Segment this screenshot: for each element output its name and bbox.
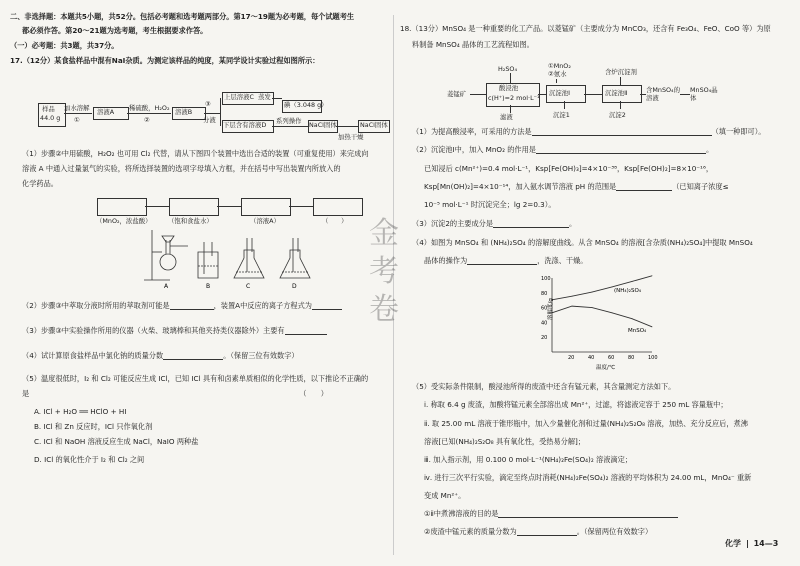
flow-arrow [620, 77, 621, 85]
q18-2-text: （2）沉淀池Ⅰ中，加入 MnO₂ 的作用是 [412, 145, 536, 154]
y-tick-label: 40 [541, 320, 548, 327]
section-heading: 二、非选择题：本题共5小题，共52分。包括必考题和选考题两部分。第17～19题为必考题，每个试题考生 [10, 12, 355, 21]
q17-5-answer-paren[interactable]: （ ） [299, 389, 328, 398]
flow-arrow [564, 101, 565, 109]
flow-waste: 滤液 [500, 113, 513, 121]
flow-arrow [510, 105, 511, 113]
flow-agent: 含炉沉淀剂 [605, 68, 637, 76]
flow-op1: 加水溶解 [64, 104, 90, 112]
page-footer [725, 538, 778, 549]
q18-3-text-b: 。 [569, 219, 577, 228]
q18-step-4: ⅳ. 进行三次平行实验，滴定至终点时消耗(NH₄)₂Fe(SO₄)₂ 溶液的平均体积为 24.00 mL，MnO₄⁻ 重新 [424, 473, 752, 482]
series-mnso4-line [552, 306, 652, 327]
flow-dry: 加热干燥 [338, 133, 364, 141]
flow-raw: 菱锰矿 [447, 90, 467, 98]
flow-precip1: 沉淀1 [553, 111, 570, 119]
apparatus-letter-b: B [206, 283, 211, 290]
watermark-stamp: 金考卷 [369, 216, 399, 327]
q17-4-text-b: 。（保留三位有效数字） [223, 351, 299, 360]
subsection-heading: （一）必考题：共3题，共37分。 [10, 41, 119, 50]
connector [217, 206, 241, 207]
q17-2-blank-b[interactable] [312, 302, 342, 310]
dropping-funnel [162, 236, 174, 242]
data-point [652, 275, 653, 276]
connector [289, 206, 313, 207]
flow-split [220, 98, 221, 126]
flow-solB: 溶液B [175, 108, 193, 116]
flow-solA: 溶液A [97, 108, 115, 116]
q18-step-1: ⅰ. 称取 6.4 g 废渣，加酸将锰元素全部溶出成 Mn²⁺，过滤，将滤液定容于 250 mL 容量瓶中； [424, 400, 728, 409]
q18-3-text: （3）沉淀2的主要成分是 [412, 219, 494, 228]
x-tick-label: 40 [588, 355, 595, 361]
q18-ksp-text-b: （已知离子浓度≤ [672, 182, 729, 191]
x-tick-label: 60 [608, 355, 615, 361]
flow-arrow [556, 79, 557, 83]
flow-nacl-crude: NaCl固体 [309, 121, 337, 129]
flow-reagent: 稀硫酸，H₂O₂ [129, 104, 170, 112]
flow-arrow [620, 101, 621, 109]
q18-ksp-line2 [424, 182, 729, 191]
flow-tank-cond: c(H⁺)=2 mol·L⁻¹ [488, 94, 540, 102]
flow-arrow [336, 126, 358, 127]
q18-2 [412, 145, 713, 154]
flow-precip2: 沉淀2 [609, 111, 626, 119]
y-tick-label: 60 [541, 305, 548, 312]
flow-tank: 酸浸池 [499, 84, 519, 92]
q17-3 [22, 326, 327, 335]
flow-sample-mass: 44.0 g [40, 114, 61, 122]
q17-1-line1: （1）步骤②中用硫酸，H₂O₂ 也可用 Cl₂ 代替，请从下图四个装置中选出合适的装置（可重复使用）来完成向 [22, 149, 369, 158]
flow-arrow [584, 94, 602, 95]
apparatus-label-3: （溶液A） [250, 217, 280, 225]
flow-crystal: MnSO₄晶体 [690, 86, 718, 102]
flow-arrow [538, 94, 546, 95]
q18-step-3: ⅲ. 加入指示剂，用 0.100 0 mol·L⁻¹(NH₄)₂Fe(SO₄)₂ 溶液滴定； [424, 455, 632, 464]
answer-box-1[interactable] [97, 198, 147, 216]
q17-4 [22, 351, 299, 360]
q18-4-blank[interactable] [467, 257, 537, 265]
q17-option-a: A. ICl + H₂O ══ HClO + HI [34, 407, 127, 416]
q18-2-blank[interactable] [536, 146, 706, 154]
flow-h2so4: H₂SO₄ [498, 65, 518, 73]
q18-4-text-c: ，洗涤、干燥。 [537, 256, 588, 265]
data-point [572, 306, 573, 307]
q17-3-blank[interactable] [285, 327, 327, 335]
q17-2-text: （2）步骤③中萃取分液时所用的萃取剂可能是 [22, 301, 170, 310]
y-tick-label: 80 [541, 290, 548, 297]
flow-upper: 上层溶液C [224, 93, 255, 101]
q17-heading: 17.（12分）某食盐样品中混有NaI杂质。为测定该样品的纯度，某同学设计实验过程如图所示： [10, 56, 320, 65]
q18-4-text-b: 晶体的操作为 [424, 256, 468, 265]
q17-2-text-b: ，装置A中反应的离子方程式为 [213, 301, 312, 310]
q18-5-1 [424, 509, 678, 518]
apparatus-label-4: （ ） [322, 217, 348, 225]
data-point [632, 281, 633, 282]
conical-flask-c [234, 250, 264, 278]
x-tick-label: 80 [628, 355, 635, 361]
data-point [572, 296, 573, 297]
flow-sample: 样品 [42, 105, 55, 113]
q18-1-text-b: （填一种即可）。 [711, 127, 766, 136]
apparatus-label-1: （MnO₂，浓盐酸） [96, 217, 152, 225]
q17-option-c: C. ICl 和 NaOH 溶液反应生成 NaCl，NaIO 两种盐 [34, 437, 199, 446]
y-tick-label: 20 [541, 335, 548, 342]
footer-subject: 化学 [725, 539, 741, 548]
data-point [612, 286, 613, 287]
q18-5: （5）受实际条件限制，酸浸池所得的废渣中还含有锰元素，其含量测定方法如下。 [412, 382, 676, 391]
q18-2-text-b: 。 [706, 145, 714, 154]
legend-mnso4: MnSO₄ [628, 328, 647, 334]
q17-5-line1: （5）温度很低时，I₂ 和 Cl₂ 可能反应生成 ICl，已知 ICl 具有和卤素单质相似的化学性质，以下推论不正确的 [22, 374, 369, 383]
q18-heading-cont: 料制备 MnSO₄ 晶体的工艺流程如图。 [412, 40, 534, 49]
apparatus-letter-a: A [164, 283, 169, 290]
data-point [592, 292, 593, 293]
wash-bottle-b [198, 252, 218, 278]
flow-arrow [272, 126, 308, 127]
q18-5-2-text: ②废渣中锰元素的质量分数为 [424, 527, 517, 536]
data-point [612, 312, 613, 313]
flow-arrow [680, 94, 690, 95]
q17-1-line3: 化学药品。 [22, 179, 58, 188]
q17-1-line2: 溶液 A 中通入过量氯气的实验，将所选择装置的选项字母填入方框，并在括号中写出装置内所放入的 [22, 164, 341, 173]
apparatus-illustration [140, 228, 340, 290]
q17-option-b: B. ICl 和 Zn 反应时，ICl 只作氧化剂 [34, 422, 153, 431]
flow-nacl: NaCl固体 [360, 121, 388, 129]
flow-op1-num: ① [74, 116, 80, 124]
x-tick-label: 20 [568, 355, 575, 361]
flow-op3: 分液 [203, 116, 216, 124]
q17-3-text: （3）步骤③中实验操作所用的仪器（火柴、玻璃棒和其他夹持类仪器除外）主要有 [22, 326, 285, 335]
q18-ksp-line1: 已知浸后 c(Mn²⁺)=0.4 mol·L⁻¹，Ksp[Fe(OH)₃]=4×10⁻³⁸，Ksp[Fe(OH)₂]=8×10⁻¹⁶， [424, 164, 714, 173]
q18-4-line1: （4）如图为 MnSO₄ 和 (NH₄)₂SO₄ 的溶解度曲线。从含 MnSO₄ 的溶液[含杂质(NH₄)₂SO₄]中提取 MnSO₄ [412, 238, 753, 247]
q18-step-4-cont: 变成 Mn²⁺。 [424, 491, 466, 500]
flow-lower: 下层含有溶液D [223, 121, 267, 129]
connector [145, 206, 169, 207]
apparatus-letter-c: C [246, 283, 251, 290]
answer-box-2[interactable] [169, 198, 219, 216]
q18-5-1-blank[interactable] [498, 510, 678, 518]
flow-solution: 含MnSO₄的溶液 [646, 86, 680, 102]
q18-5-1-text: ①ⅱ中煮沸溶液的目的是 [424, 509, 499, 518]
q18-ph-blank[interactable] [616, 183, 672, 191]
x-tick-label: 100 [648, 355, 658, 361]
q18-5-2-blank[interactable] [517, 528, 577, 536]
q18-4-line2 [424, 256, 587, 265]
solubility-chart [530, 272, 660, 372]
conical-flask-d [280, 250, 310, 278]
data-point [552, 299, 553, 300]
q17-4-blank[interactable] [163, 352, 223, 360]
flow-arrow [510, 73, 511, 83]
q18-3 [412, 219, 576, 228]
legend-nh4-2so4: (NH₄)₂SO₄ [614, 288, 641, 294]
section-heading-cont: 都必须作答。第20～21题为选考题，考生根据要求作答。 [22, 26, 208, 35]
flow-pool1: 沉淀池Ⅰ [549, 89, 571, 97]
footer-page: 14—3 [753, 539, 779, 548]
flow-arrow [272, 98, 282, 99]
data-point [652, 326, 653, 327]
answer-box-4[interactable] [313, 198, 363, 216]
flow-ops: 系列操作 [276, 117, 302, 125]
q18-1 [412, 127, 765, 136]
data-point [552, 312, 553, 313]
flow-arrow [64, 113, 92, 114]
answer-box-3[interactable] [241, 198, 291, 216]
q18-3-blank[interactable] [493, 220, 569, 228]
flow-mno2: ①MnO₂ [548, 62, 571, 70]
data-point [632, 318, 633, 319]
flow-evap: 蒸发 [258, 93, 271, 101]
q18-1-text: （1）为提高酸浸率，可采用的方法是 [412, 127, 532, 136]
q18-step-2: ⅱ. 取 25.00 mL 溶液于锥形瓶中，加入少量催化剂和过量(NH₄)₂S₂O₈ 溶液，加热、充分反应后，煮沸 [424, 419, 748, 428]
y-axis-label: 溶解度/g [548, 298, 554, 320]
flow-iodine: 碘（3.048 g） [284, 101, 328, 109]
apparatus-letter-d: D [292, 283, 297, 290]
flow-op2-num: ② [144, 116, 150, 124]
q17-2-blank[interactable] [170, 302, 214, 310]
flow-arrow [204, 113, 220, 114]
q17-4-text: （4）试计算原食盐样品中氯化钠的质量分数 [22, 351, 164, 360]
flow-arrow [470, 94, 486, 95]
flow-arrow [127, 113, 171, 114]
q18-ksp-text: Ksp[Mn(OH)₂]=4×10⁻¹⁴，加入氨水调节溶液 pH 的范围是 [424, 182, 617, 191]
q18-5-2 [424, 527, 652, 536]
q18-5-2-text-b: 。（保留两位有效数字） [576, 527, 653, 536]
q18-1-blank[interactable] [532, 128, 712, 136]
q18-ksp-line3: 10⁻⁵ mol·L⁻¹ 时沉淀完全；lg 2=0.3）。 [424, 200, 556, 209]
flow-op3-num: ③ [205, 100, 211, 108]
data-point [592, 307, 593, 308]
round-flask [160, 254, 176, 270]
q18-step-2-cont: 溶液[已知(NH₄)₂S₂O₈ 具有氧化性，受热易分解]； [424, 437, 586, 446]
q17-5-text-b: 是 [22, 389, 30, 398]
y-tick-label: 100 [541, 276, 551, 282]
flow-ammonia: ②氨水 [548, 70, 567, 78]
q17-2 [22, 301, 342, 310]
q18-heading: 18.（13分）MnSO₄ 是一种重要的化工产品。以菱锰矿（主要成分为 MnCO₃，还含有 Fe₃O₄、FeO、CoO 等）为原 [400, 24, 771, 33]
q17-5-line2 [22, 389, 328, 398]
x-axis-label: 温度/℃ [596, 365, 616, 371]
q17-option-d: D. ICl 的氧化性介于 I₂ 和 Cl₂ 之间 [34, 455, 145, 464]
apparatus-label-2: （饱和食盐水） [168, 217, 213, 225]
flow-pool2: 沉淀池Ⅱ [605, 89, 628, 97]
